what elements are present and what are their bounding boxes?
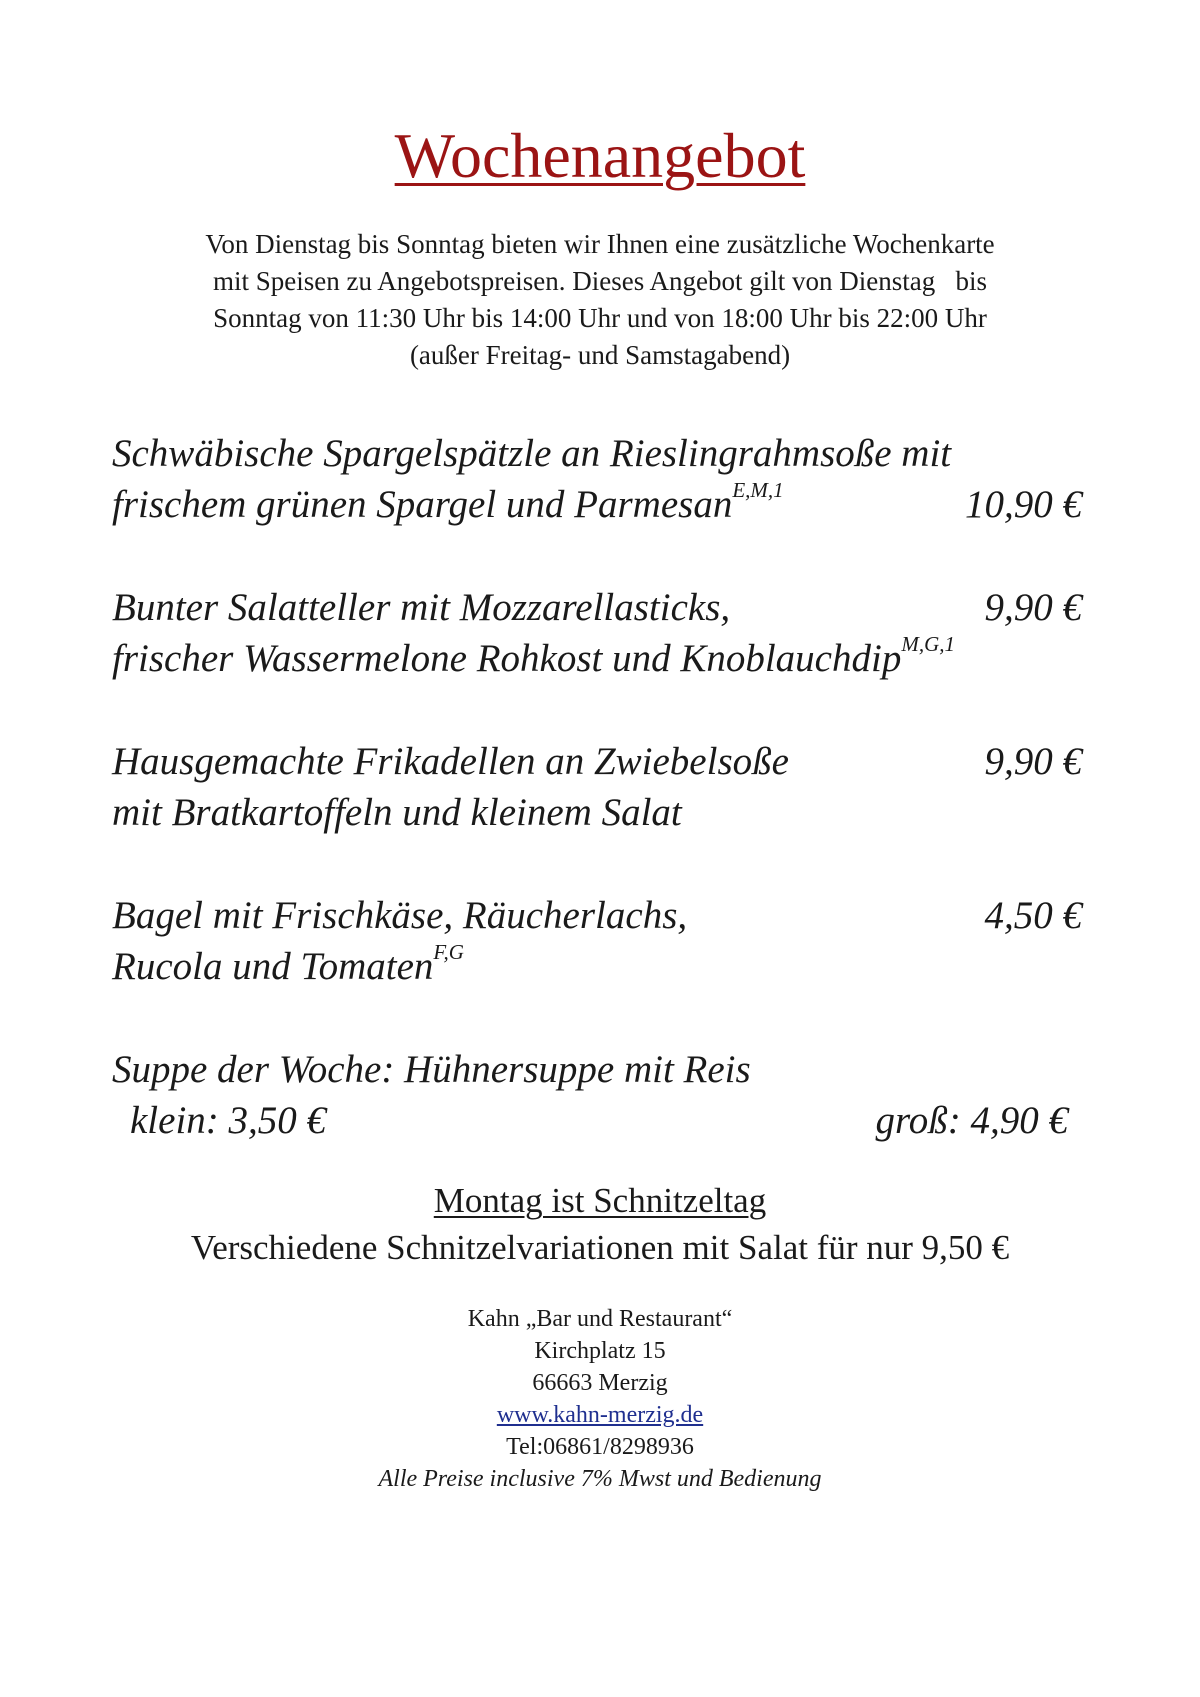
menu-item-line: [112, 941, 1082, 992]
menu-item-description: frischem grünen Spargel und Parmesan: [112, 483, 733, 526]
menu-item-price: 9,90 €: [984, 586, 1082, 629]
page-title: Wochenangebot: [394, 120, 806, 191]
menu-item-line: [112, 582, 1082, 633]
menu-item: [112, 736, 1082, 838]
menu-item-name: Suppe der Woche: Hühnersuppe mit Reis: [112, 1048, 751, 1091]
menu-item-line: [112, 1095, 1082, 1146]
schnitzel-day-text: Verschiedene Schnitzelvariationen mit Salat für nur 9,50 €: [190, 1228, 1010, 1267]
menu-item-description: Rucola und Tomaten: [112, 945, 434, 988]
menu-item-line: [112, 736, 1082, 787]
soup-of-the-week: [112, 1044, 1082, 1146]
website-link[interactable]: www.kahn-merzig.de: [496, 1402, 704, 1428]
menu-item: [112, 890, 1082, 992]
menu-item-name: Schwäbische Spargelspätzle an Rieslingrahmsoße mit: [112, 432, 952, 475]
menu-item-price: 10,90 €: [965, 483, 1082, 526]
menu-item-name: Hausgemachte Frikadellen an Zwiebelsoße: [112, 740, 789, 783]
menu-item-description: frischer Wassermelone Rohkost und Knoblauchdip: [112, 637, 902, 680]
restaurant-name: Kahn „Bar und Restaurant“: [467, 1306, 733, 1332]
soup-small-price: klein: 3,50 €: [130, 1099, 327, 1142]
intro-text: [100, 226, 1100, 374]
intro-line: Sonntag von 11:30 Uhr bis 14:00 Uhr und von 18:00 Uhr bis 22:00 Uhr: [213, 303, 987, 333]
price-note: Alle Preise inclusive 7% Mwst und Bedienung: [378, 1466, 822, 1492]
menu-item-line: [112, 1044, 1082, 1095]
intro-line: (außer Freitag- und Samstagabend): [409, 340, 791, 370]
menu-item-line: [112, 787, 1082, 838]
restaurant-city: 66663 Merzig: [532, 1370, 668, 1396]
allergen-codes: M,G,1: [901, 632, 956, 656]
soup-large-price: groß: 4,90 €: [875, 1099, 1068, 1142]
restaurant-street: Kirchplatz 15: [534, 1338, 666, 1364]
menu-item-price: 9,90 €: [984, 740, 1082, 783]
menu-item-name: Bagel mit Frischkäse, Räucherlachs,: [112, 894, 688, 937]
allergen-codes: F,G: [433, 940, 464, 964]
menu-item: [112, 582, 1082, 684]
menu-item-line: [112, 479, 1082, 530]
restaurant-footer: [0, 1303, 1200, 1495]
allergen-codes: E,M,1: [732, 478, 784, 502]
menu-item-price: 4,50 €: [984, 894, 1082, 937]
menu-item-line: [112, 890, 1082, 941]
menu-item-name: Bunter Salatteller mit Mozzarellasticks,: [112, 586, 731, 629]
intro-line: mit Speisen zu Angebotspreisen. Dieses Angebot gilt von Dienstag bis: [213, 266, 987, 296]
menu-item-line: [112, 428, 1082, 479]
menu-item-line: [112, 633, 1082, 684]
restaurant-phone: Tel:06861/8298936: [506, 1434, 694, 1460]
menu-item-description: mit Bratkartoffeln und kleinem Salat: [112, 791, 682, 834]
menu-item: [112, 428, 1082, 530]
intro-line: Von Dienstag bis Sonntag bieten wir Ihnen eine zusätzliche Wochenkarte: [205, 229, 995, 259]
schnitzel-day-heading: Montag ist Schnitzeltag: [433, 1181, 767, 1220]
